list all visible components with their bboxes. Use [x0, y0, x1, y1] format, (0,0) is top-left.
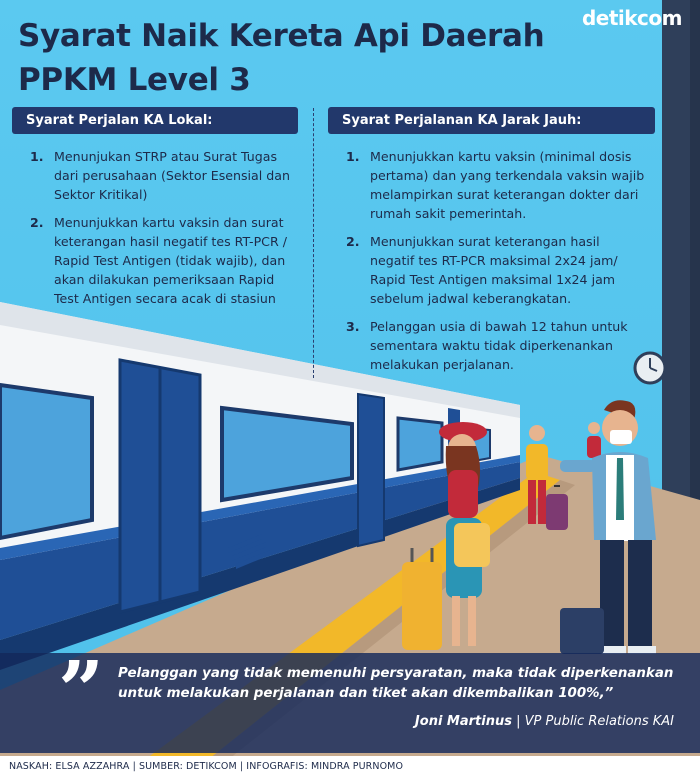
train-door	[358, 394, 384, 546]
item-number: 2.	[346, 234, 360, 249]
handbag-icon	[454, 523, 490, 567]
item-number: 3.	[346, 319, 360, 334]
train-window	[0, 385, 92, 538]
column-divider	[313, 108, 314, 378]
quote-separator: |	[511, 714, 525, 729]
train-window	[398, 418, 442, 470]
item-text: Pelanggan usia di bawah 12 tahun untuk sementara waktu tidak diperkenankan melakukan perjalanan.	[370, 319, 628, 372]
item-text: Menunjukkan surat keterangan hasil negatif tes RT-PCR maksimal 2x24 jam/ Rapid Test Antigen maksimal 1x24 jam sebelum jadwal keberangkatan.	[370, 234, 618, 306]
footer-credits: NASKAH: ELSA AZZAHRA | SUMBER: DETIKCOM | INFOGRAFIS: MINDRA PURNOMO	[0, 756, 700, 778]
list-item	[30, 147, 300, 204]
item-number: 2.	[30, 215, 44, 230]
traveller-distant	[587, 422, 601, 458]
jarak-jauh-list	[346, 147, 646, 383]
list-item	[346, 232, 646, 308]
title-line-1: Syarat Naik Kereta Api Daerah	[18, 18, 545, 54]
item-text: Menunjukkan kartu vaksin (minimal dosis pertama) dan yang terkendala vaksin wajib melampirkan surat keterangan dokter dari rumah sakit pemerintah.	[370, 149, 645, 221]
item-number: 1.	[30, 149, 44, 164]
page-title	[18, 14, 558, 102]
briefcase-icon	[560, 608, 604, 654]
jarak-jauh-heading: Syarat Perjalanan KA Jarak Jauh:	[328, 107, 655, 134]
list-item	[346, 147, 646, 223]
quote-text: Pelanggan yang tidak memenuhi persyaratan, maka tidak diperkenankan untuk melakukan perjalanan dan tiket akan dikembalikan 100%,”	[118, 666, 674, 701]
item-text: Menunjukkan kartu vaksin dan surat keterangan hasil negatif tes RT-PCR / Rapid Test Antigen (tidak wajib), dan akan dilakukan pemeriksaan Rapid Test Antigen secara acak di stasiun	[54, 215, 287, 306]
lokal-heading: Syarat Perjalan KA Lokal:	[12, 107, 298, 134]
quote-author-name: Joni Martinus	[414, 714, 512, 729]
item-text: Menunjukan STRP atau Surat Tugas dari perusahaan (Sektor Esensial dan Sektor Kritikal)	[54, 149, 290, 202]
detikcom-logo: detikcom	[581, 6, 682, 30]
list-item	[30, 213, 300, 308]
lokal-list	[30, 147, 300, 317]
quote-author-role: VP Public Relations KAI	[524, 714, 674, 729]
item-number: 1.	[346, 149, 360, 164]
suitcase-icon	[402, 562, 442, 650]
title-line-2: PPKM Level 3	[18, 62, 251, 98]
quote-mark-icon: ”	[58, 643, 105, 737]
list-item	[346, 317, 646, 374]
quote-attribution	[415, 714, 674, 729]
canopy-pillar	[662, 0, 690, 560]
